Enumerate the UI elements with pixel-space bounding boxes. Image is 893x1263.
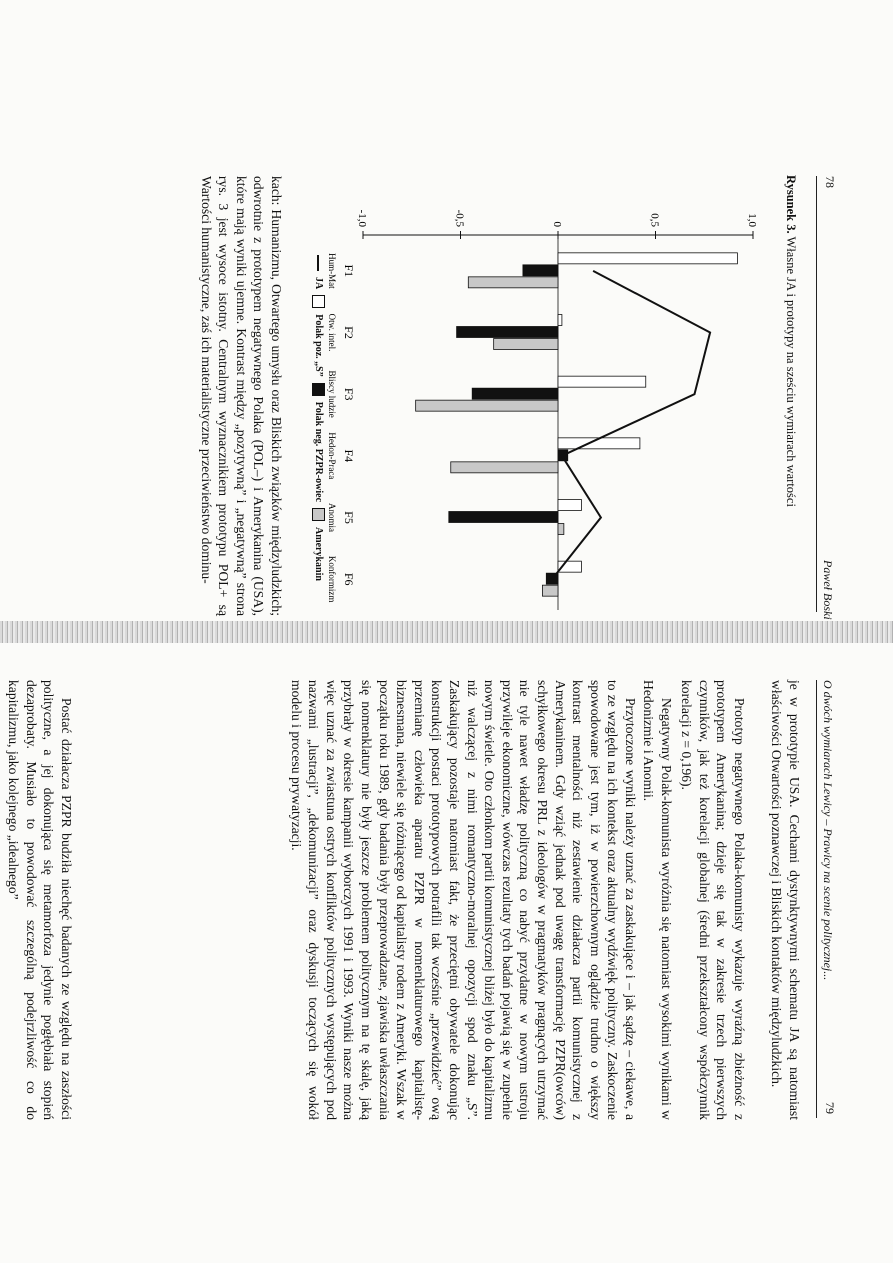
right-paragraph-5: Postać działacza PZPR budziła niechęć badanych ze względu na zaszłości polityczne, a jej dokonująca się metamorfoza jedynie pogłębiała stopień dezaprobaty. Musiało to powodować szczególną podejrzliwość co do kapitalizmu, jako kolejnego „idealnego” bbox=[6, 680, 74, 1120]
y-tick-label: -1,0 bbox=[356, 209, 368, 227]
bar bbox=[558, 376, 646, 387]
category-label: Otw. intel. bbox=[327, 313, 337, 352]
category-label: Konformizm bbox=[327, 555, 337, 603]
legend-label-ja: JA bbox=[313, 277, 324, 290]
right-header-rule bbox=[816, 680, 817, 1118]
legend-label-polak-neg: Polak neg. PZPR-owiec bbox=[313, 401, 324, 503]
bar bbox=[558, 524, 564, 535]
left-body-paragraph: kach: Humanizmu, Otwartego umysłu oraz Bliskich związków międzyludzkich; odwrotnie z prototypem negatywnego Polaka (POL–) i Amerykanina (USA), które mają wyniki ujemne. Kontrast między „pozytywną” i „negatywną” strona rys. 3 jest wysoce istotny. Centralnym wyznacznikiem prototypu POL+ są Wartości humanistyczne, zaś ich materialistyczne przeciwieństwo dominu- bbox=[198, 176, 284, 616]
figure-caption bbox=[783, 175, 798, 595]
bar bbox=[468, 277, 558, 288]
figure-caption-text: Własne JA i prototypy na sześciu wymiarach wartości bbox=[784, 236, 798, 507]
ja-line bbox=[552, 271, 710, 579]
bar bbox=[558, 315, 562, 326]
factor-label: F5 bbox=[342, 511, 356, 524]
factor-label: F6 bbox=[342, 572, 356, 586]
left-header-rule bbox=[816, 176, 817, 612]
right-paragraph-2: Prototyp negatywnego Polaka-komunisty wykazuje wyraźną zbieżność z prototypem Amerykanina; dzieje się tak w zakresie trzech pierwszych czynników, jak też korelacji globalnej (średni przekształcony współczynnik korelacji z = 0,196). bbox=[679, 680, 747, 1120]
y-tick-label: -0,5 bbox=[453, 209, 466, 227]
y-tick-label: 1,0 bbox=[746, 213, 758, 227]
right-page bbox=[0, 632, 893, 1263]
category-label: Bliscy ludzie bbox=[327, 370, 337, 418]
right-running-head: O dwóch wymiarach Lewicy – Prawicy na scenie politycznej... bbox=[821, 680, 835, 981]
legend-black-swatch bbox=[312, 383, 325, 396]
bar bbox=[451, 462, 558, 473]
bar bbox=[472, 388, 558, 399]
bar bbox=[494, 339, 558, 350]
right-paragraph-1: je w prototypie USA. Cechami dystynktywnymi schematu JA są natomiast właściwości Otwartości poznawczej i Bliskich kontaktów międzyludzkich. bbox=[769, 680, 802, 1120]
right-paragraph-3: Negatywny Polak-komunista wyróżnia się natomiast wysokimi wynikami w Hedonizmie i Anomii. bbox=[641, 680, 674, 1120]
factor-label: F4 bbox=[342, 449, 356, 463]
category-label: Hum-Mat bbox=[327, 253, 337, 289]
right-paragraph-4: Przytoczone wyniki należy uznać za zaskakujące i – jak sądzę – ciekawe, a to ze względu na ich kontekst oraz aktualny wydźwięk polityczny. Zaskoczenie spowodowane jest tym, iż w powierzchownym oglądzie trudno o większy kontrast mentalności niż zestawienie działacza partii komunistycznej z Amerykaninem. Gdy wziąć jednak pod uwagę transformację PZPR(owców) schyłkowego okresu PRL z ideologów w pragmatyków pragnących utrzymać nie tyle nawet władzę polityczną co nabyć przydatne w nowym ustroju przywileje ekonomiczne, wówczas rezultaty tych badań pojawią się w zupełnie nowym świetle. Oto członkom partii komunistycznej bliżej było do kapitalizmu niż walczącej z nimi romantyczno-moralnej opozycji spod znaku „S”. Zaskakujący pozostaje natomiast fakt, że przeciętni obywatele dokonując konstrukcji postaci prototypowych potrafili tak wcześnie „przewidzieć” ową przemianę człowieka aparatu PZPR w nomenklaturowego kapitalistę-biznesmana, niewiele się różniącego od kapitalisty rodem z Ameryki. Wszak w początku roku 1989, gdy badania były przeprowadzane, zjawiska uwłaszczania się nomenklatury nie były jeszcze problemem politycznym na tę skalę, jaką przybrały w okresie kampanii wyborczych 1991 i 1993. Wyniki nasze można więc uznać za zwiastuna ostrych konfliktów politycznych występujących pod nazwami „lustracji”, „dekomunizacji” oraz dyskusji toczących się wokół modelu i procesu prywatyzacji. bbox=[288, 680, 638, 1120]
bar bbox=[558, 500, 581, 511]
bar bbox=[558, 253, 737, 264]
bar bbox=[523, 265, 558, 276]
left-page-number: 78 bbox=[823, 176, 837, 188]
chart-legend bbox=[312, 255, 325, 581]
bar bbox=[449, 512, 558, 523]
legend-label-polak-poz: Polak poz. „S” bbox=[313, 314, 324, 377]
right-page-number: 79 bbox=[823, 1102, 837, 1114]
legend-label-amerykanin: Amerykanin bbox=[313, 527, 324, 581]
category-label: Hedon-Praca bbox=[327, 432, 337, 480]
bar bbox=[416, 400, 558, 411]
value-dimensions-chart bbox=[303, 140, 783, 620]
bar bbox=[542, 585, 558, 596]
factor-label: F2 bbox=[342, 326, 356, 339]
legend-grey-swatch bbox=[312, 508, 325, 521]
figure-caption-label: Rysunek 3. bbox=[784, 175, 798, 234]
factor-label: F3 bbox=[342, 387, 356, 401]
left-running-head: Paweł Boski bbox=[821, 560, 835, 620]
legend-white-swatch bbox=[312, 295, 325, 308]
category-label: Anomia bbox=[327, 503, 337, 532]
bar bbox=[457, 327, 558, 338]
y-tick-label: 0 bbox=[551, 221, 563, 227]
legend-line-swatch bbox=[318, 255, 320, 271]
factor-label: F1 bbox=[342, 264, 356, 278]
y-tick-label: 0,5 bbox=[648, 213, 661, 227]
